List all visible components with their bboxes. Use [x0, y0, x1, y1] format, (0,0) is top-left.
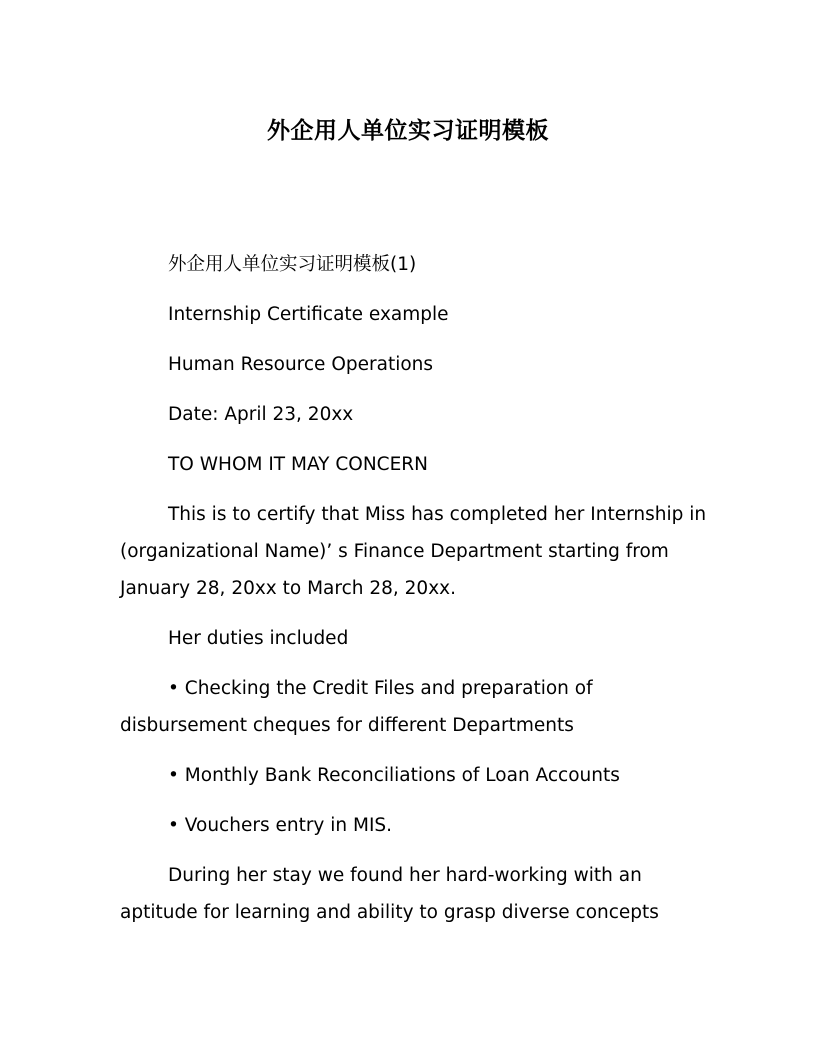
department-line: Human Resource Operations: [168, 354, 434, 375]
document-title: 外企用人单位实习证明模板: [267, 118, 549, 144]
closing-paragraph: [120, 857, 700, 931]
subtitle-paragraph: 外企用人单位实习证明模板(1): [168, 254, 417, 275]
duty-item-3: • Vouchers entry in MIS.: [168, 815, 393, 836]
duty-1-line-2: disbursement cheques for different Departments: [120, 715, 574, 736]
duty-1-line-1: • Checking the Credit Files and preparation of: [168, 678, 593, 699]
certify-line-2: (organizational Name)’ s Finance Department starting from: [120, 541, 669, 562]
closing-line-2: aptitude for learning and ability to grasp diverse concepts: [120, 902, 659, 923]
certify-line-1: This is to certify that Miss has completed her Internship in: [168, 504, 707, 525]
certify-line-3: January 28, 20xx to March 28, 20xx.: [120, 578, 456, 599]
salutation-line: TO WHOM IT MAY CONCERN: [168, 454, 428, 475]
date-line: Date: April 23, 20xx: [168, 404, 354, 425]
duty-item-2: • Monthly Bank Reconciliations of Loan Accounts: [168, 765, 620, 786]
certificate-heading: Internship Certificate example: [168, 304, 449, 325]
duties-intro: Her duties included: [168, 628, 349, 649]
certify-paragraph: [120, 496, 707, 607]
duty-item-1: [120, 670, 700, 744]
closing-line-1: During her stay we found her hard-working with an: [168, 865, 642, 886]
document-body: [120, 246, 707, 944]
